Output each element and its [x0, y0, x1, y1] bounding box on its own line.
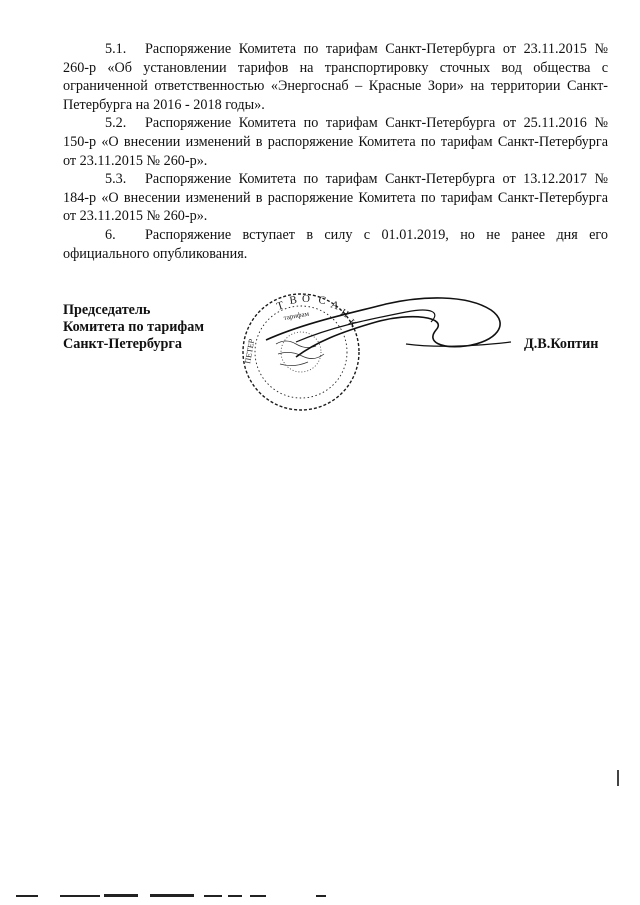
paragraph-5-3	[63, 170, 608, 226]
svg-text:ПЕТЕР: ПЕТЕР	[243, 338, 257, 365]
footer-scan-artifact	[0, 893, 640, 899]
svg-text:Н: Н	[338, 307, 351, 321]
svg-text:Т: Т	[275, 299, 286, 313]
signer-title-line-3: Санкт-Петербурга	[63, 336, 182, 352]
paragraph-6	[63, 226, 608, 263]
scan-artifact	[617, 770, 619, 786]
seal-and-signature-graphic	[236, 282, 526, 412]
signer-name: Д.В.Коптин	[524, 336, 599, 352]
svg-text:К: К	[345, 317, 359, 330]
svg-text:В: В	[288, 294, 298, 307]
svg-text:О: О	[302, 293, 310, 305]
paragraph-text: Распоряжение Комитета по тарифам Санкт-Петербурга от 23.11.2015 № 260-р «Об установлении тарифов на транспортировку сточных вод общества с ограниченной ответственностью «Энергоснаб – Красные Зори» на территории Санкт-Петербурга на 2016 - 2018 годы».	[63, 41, 608, 113]
svg-text:С: С	[317, 294, 327, 308]
official-seal-icon	[236, 282, 526, 412]
svg-text:тарифам: тарифам	[282, 309, 310, 322]
paragraph-number: 6.	[105, 226, 116, 243]
paragraph-text: Распоряжение Комитета по тарифам Санкт-Петербурга от 25.11.2016 № 150-р «О внесении изменений в распоряжение Комитета по тарифам Санкт-Петербурга от 23.11.2015 № 260-р».	[63, 115, 608, 169]
paragraph-number: 5.3.	[105, 171, 127, 188]
signer-title-line-1: Председатель	[63, 302, 151, 318]
paragraph-5-1	[63, 40, 608, 114]
paragraph-number: 5.2.	[105, 115, 127, 132]
signer-title	[63, 302, 204, 353]
paragraph-text: Распоряжение Комитета по тарифам Санкт-Петербурга от 13.12.2017 № 184-р «О внесении изменений в распоряжение Комитета по тарифам Санкт-Петербурга от 23.11.2015 № 260-р».	[63, 171, 608, 225]
svg-text:А: А	[328, 298, 341, 313]
paragraph-text: Распоряжение вступает в силу с 01.01.2019, но не ранее дня его официального опубликования.	[63, 226, 608, 262]
signer-title-line-2: Комитета по тарифам	[63, 319, 204, 335]
paragraph-number: 5.1.	[105, 41, 127, 57]
document-body	[63, 40, 608, 263]
paragraph-5-2	[63, 114, 608, 170]
